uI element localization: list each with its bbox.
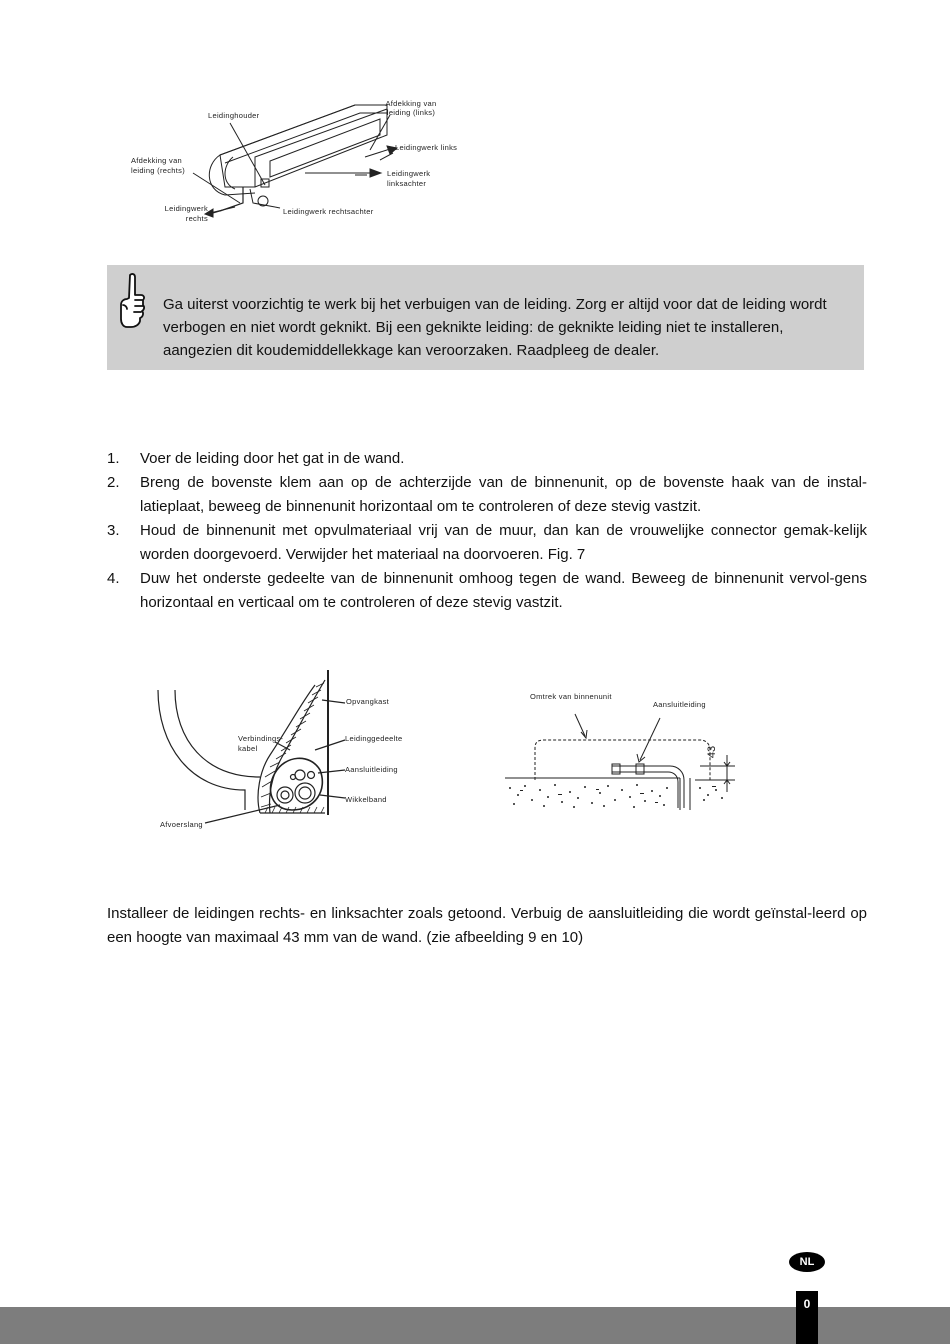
label-afdekking-rechts-line1: Afdekking van	[131, 156, 183, 165]
list-item	[107, 471, 867, 519]
warning-text: Ga uiterst voorzichtig te werk bij het verbuigen van de leiding. Zorg er altijd voor dat de leiding wordt verbogen en niet wordt geknikt. Bij een geknikte leiding: de geknikte leiding niet te installeren, aangezien dit koudemiddellekkage kan veroorzaken. Raadpleeg de dealer.	[163, 296, 827, 359]
pipe-height-illustration	[500, 700, 740, 815]
label-omtrek: Omtrek van binnenunit	[530, 692, 612, 701]
pointing-hand-icon	[113, 271, 153, 338]
label-afdekking-rechts-line2: leiding (rechts)	[131, 166, 185, 175]
label-verbindingskabel-line2: kabel	[238, 744, 258, 753]
label-verbindingskabel-line1: Verbindings-	[238, 734, 284, 743]
label-rechts-line2: rechts	[185, 214, 208, 223]
language-badge: NL	[789, 1252, 825, 1272]
label-afvoerslang: Afvoerslang	[160, 820, 203, 829]
label-wikkelband: Wikkelband	[345, 795, 387, 804]
step-number: 2.	[107, 474, 120, 491]
label-leidingwerk-links: Leidingwerk links	[395, 143, 458, 152]
label-afdekking-links-line2: leiding (links)	[386, 108, 436, 117]
list-item	[107, 447, 867, 471]
step-number: 1.	[107, 450, 120, 467]
label-leidinghouder: Leidinghouder	[208, 111, 260, 120]
step-number: 4.	[107, 570, 120, 587]
label-leidinggedeelte: Leidinggedeelte	[345, 734, 403, 743]
step-text: Duw het onderste gedeelte van de binnenunit omhoog tegen de wand. Beweeg de binnenunit vervol-gens horizontaal en verticaal om te controleren of deze stevig vastzit.	[140, 570, 867, 611]
label-linksachter-line2: linksachter	[387, 179, 427, 188]
label-rechts-line1: Leidingwerk	[164, 204, 208, 213]
page-number-tab	[796, 1291, 818, 1344]
step-text: Houd de binnenunit met opvulmateriaal vrij van de muur, dan kan de vrouwelijke connector gemak-kelijk worden doorgevoerd. Verwijder het materiaal na doorvoeren. Fig. 7	[140, 522, 867, 563]
label-aansluitleiding-right: Aansluitleiding	[653, 700, 706, 709]
install-paragraph: Installeer de leidingen rechts- en linksachter zoals getoond. Verbuig de aansluitleiding die wordt geïnstal-leerd op een hoogte van maximaal 43 mm van de wand. (zie afbeelding 9 en 10)	[107, 905, 867, 946]
figure-max-height-43mm	[500, 700, 740, 815]
label-aansluitleiding-left: Aansluitleiding	[345, 765, 398, 774]
label-afdekking-links-line1: Afdekking van	[385, 99, 437, 108]
step-number: 3.	[107, 522, 120, 539]
warning-box	[107, 265, 864, 370]
label-opvangkast: Opvangkast	[346, 697, 390, 706]
list-item	[107, 519, 867, 567]
installation-steps	[107, 447, 867, 615]
label-rechtsachter: Leidingwerk rechtsachter	[283, 207, 374, 216]
list-item	[107, 567, 867, 615]
page-number: 0	[803, 1297, 811, 1311]
step-text: Breng de bovenste klem aan op de achterzijde van de binnenunit, op de bovenste haak van de instal-latieplaat, beweeg de binnenunit horizontaal om te controleren of deze stevig vastzit.	[140, 474, 867, 515]
label-linksachter-line1: Leidingwerk	[387, 169, 431, 178]
dimension-label: 43	[706, 745, 719, 759]
step-text: Voer de leiding door het gat in de wand.	[140, 450, 405, 467]
